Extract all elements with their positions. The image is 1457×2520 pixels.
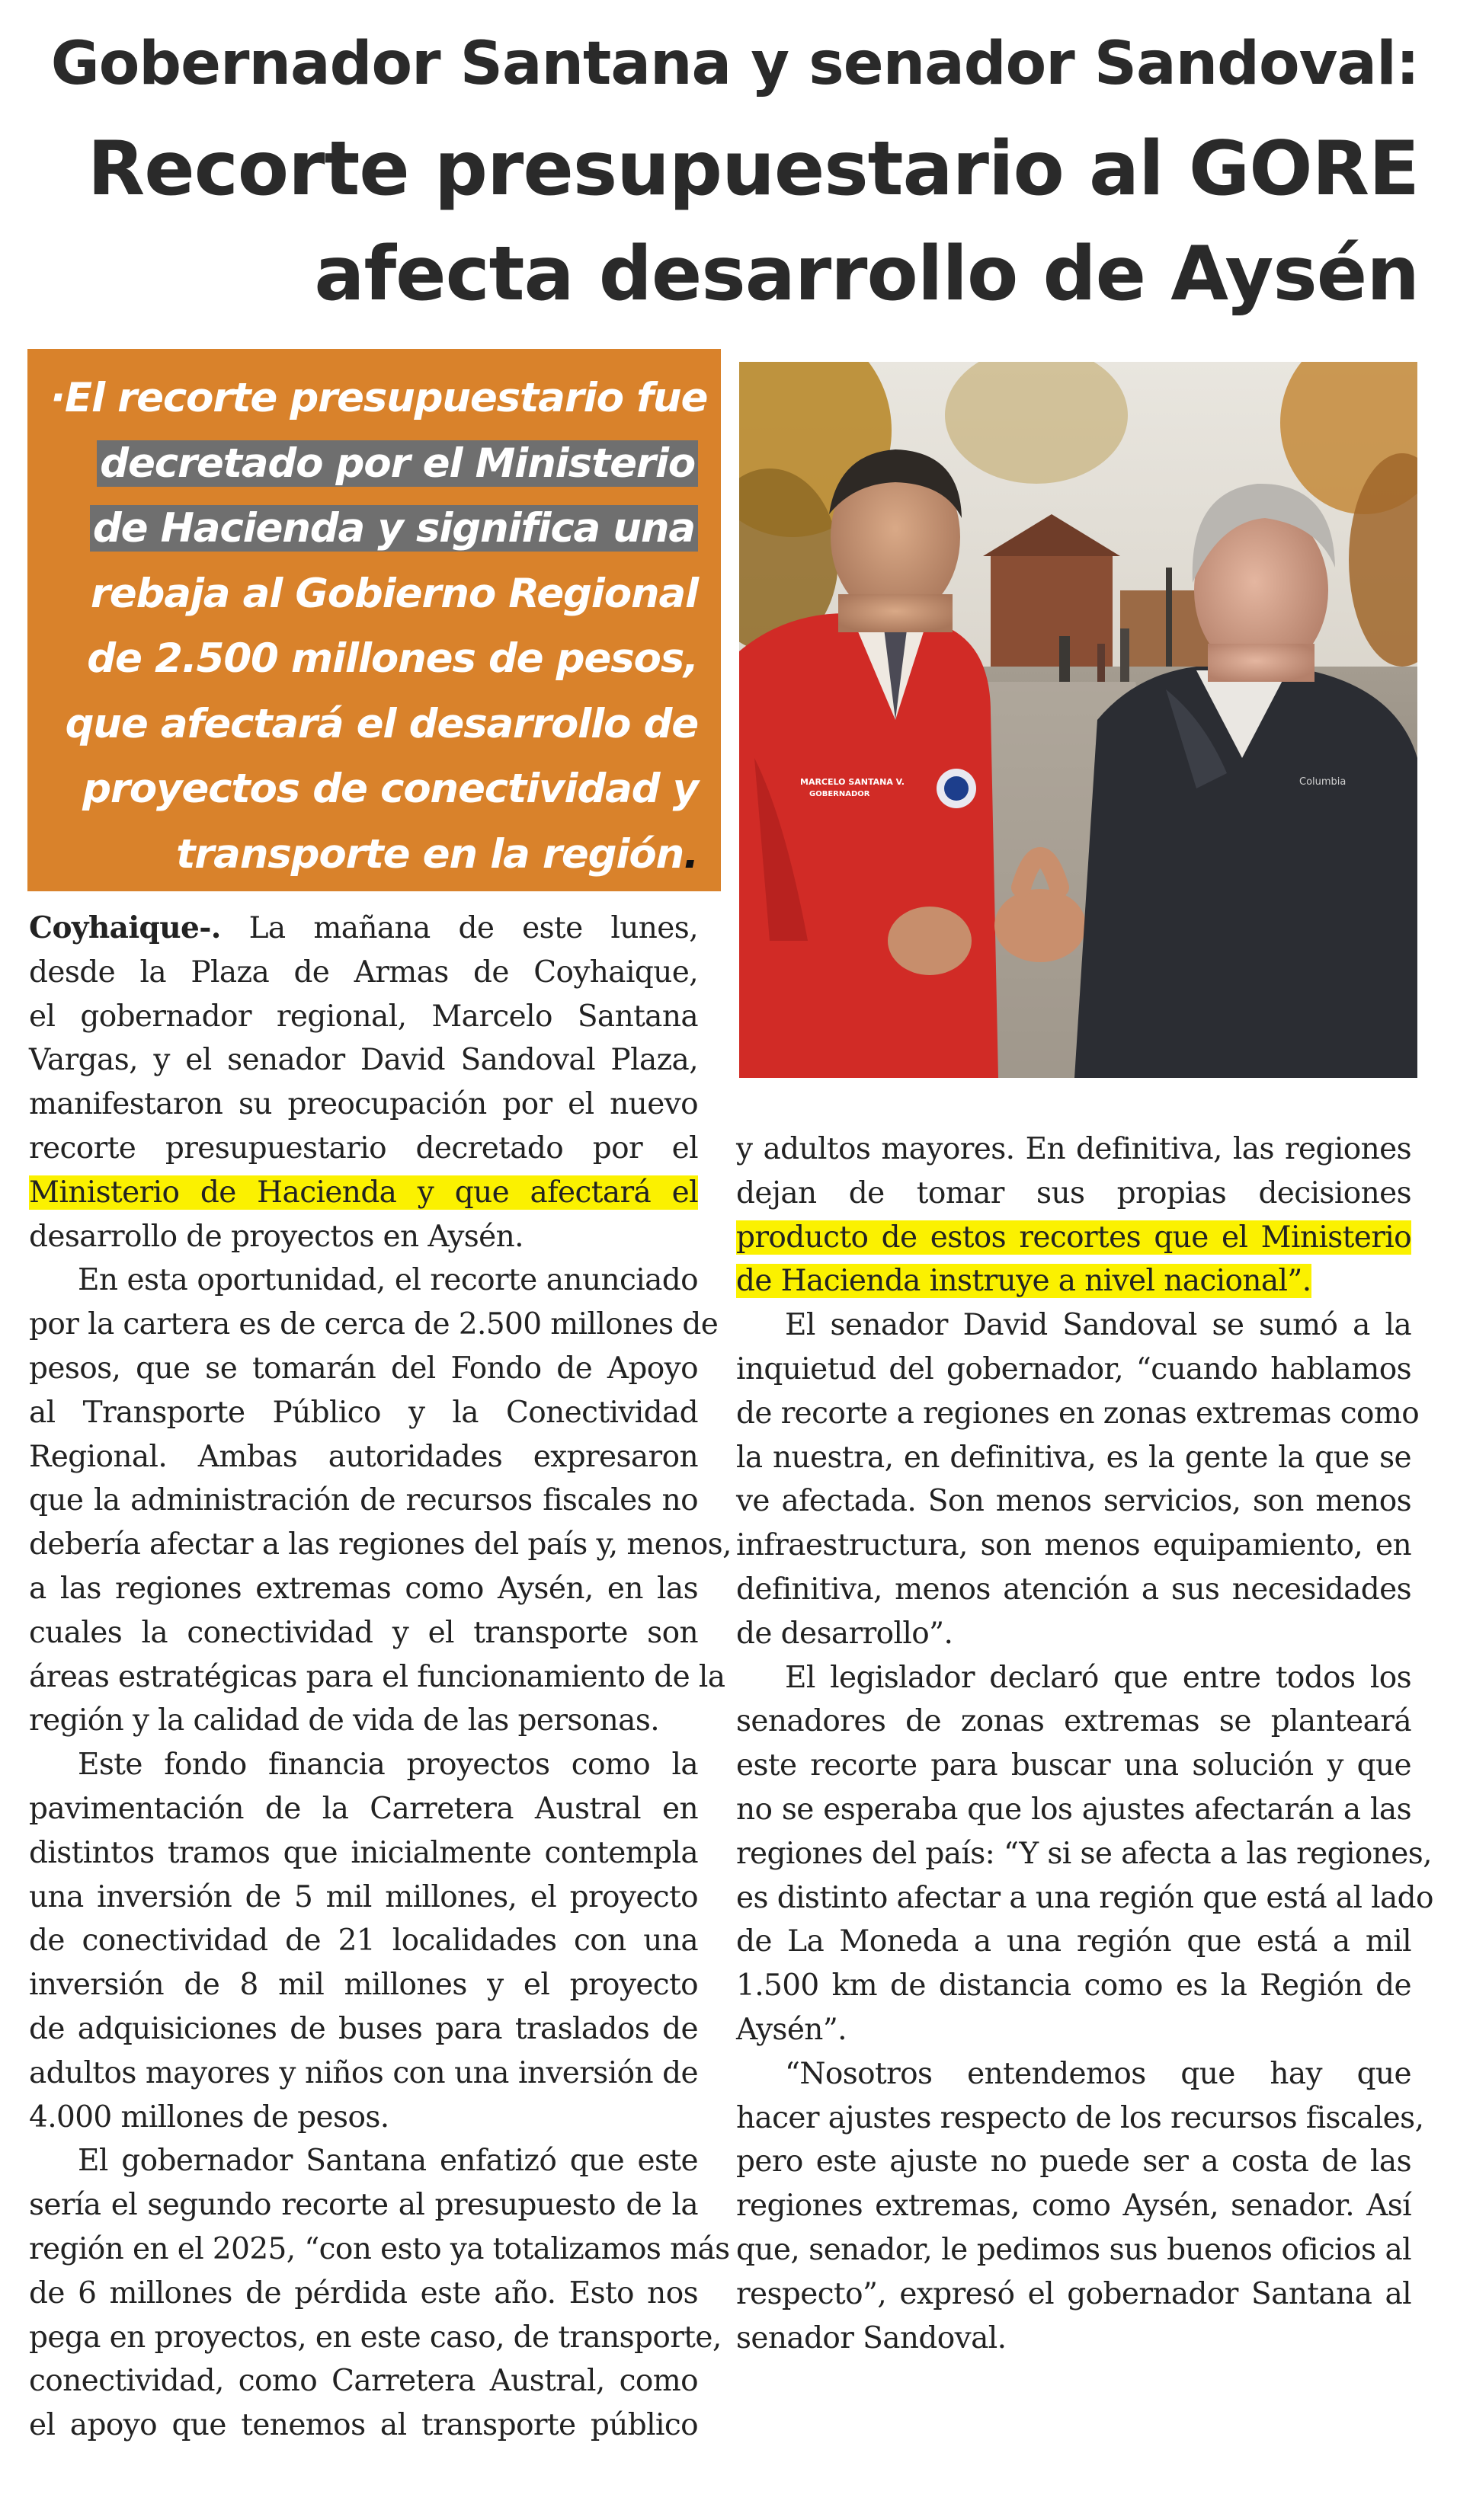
article-line (736, 1568, 1411, 1612)
article-line (736, 1920, 1411, 1964)
article-line (736, 2228, 1411, 2272)
article-line (736, 1479, 1411, 1524)
photo-illustration (739, 362, 1417, 1078)
article-line (29, 1479, 698, 1523)
headline-line-2: Recorte presupuestario al GORE (87, 126, 1419, 213)
article-text: inversión de 8 mil millones y el proyecto (29, 1968, 698, 2003)
headline-line-1: Gobernador Santana y senador Sandoval: (50, 30, 1419, 98)
article-line (736, 1127, 1411, 1172)
lead-line (50, 431, 698, 497)
lead-line: de 2.500 millones de pesos, (87, 635, 698, 682)
article-line (29, 2007, 698, 2051)
article-line (736, 1392, 1420, 1436)
article-text: sería el segundo recorte al presupuesto de la (29, 2188, 698, 2223)
lead-line (50, 496, 698, 561)
article-line (29, 2227, 730, 2272)
article-line (736, 1656, 1411, 1700)
article-text: Aysén”. (736, 2012, 847, 2047)
highlighted-text: de Hacienda instruye a nivel nacional”. (736, 1264, 1311, 1299)
article-text: recorte presupuestario decretado por el (29, 1130, 698, 1166)
article-line (29, 1699, 698, 1743)
article-text: Vargas, y el senador David Sandoval Plaza, (29, 1043, 698, 1078)
article-line (736, 2140, 1411, 2184)
article-line (29, 1347, 698, 1391)
jacket-name-text: MARCELO SANTANA V. (800, 777, 905, 787)
article-line (736, 1964, 1411, 2008)
lead-period: . (684, 830, 698, 878)
article-text: que la administración de recursos fiscales no (29, 1483, 698, 1518)
article-line (29, 2183, 698, 2227)
dateline: Coyhaique-. (29, 910, 221, 945)
lead-summary-box (27, 349, 721, 891)
article-text: de adquisiciones de buses para traslados de (29, 2011, 698, 2046)
article-line (29, 1655, 725, 1700)
article-line (29, 995, 698, 1039)
lead-line: proyectos de conectividad y (82, 766, 698, 812)
article-text: y adultos mayores. En definitiva, las regiones (736, 1132, 1411, 1166)
article-line (29, 1919, 698, 1963)
article-text: desde la Plaza de Armas de Coyhaique, (29, 955, 698, 990)
article-text: “Nosotros entendemos que hay que (785, 2056, 1411, 2091)
article-text: de recorte a regiones en zonas extremas como (736, 1396, 1420, 1431)
article-line (29, 1743, 698, 1787)
article-text: adultos mayores y niños con una inversión de (29, 2055, 698, 2090)
article-column-left (29, 907, 732, 2448)
article-line (736, 1348, 1411, 1392)
article-line (29, 1083, 698, 1127)
article-line (29, 1258, 698, 1303)
highlighted-text: Ministerio de Hacienda y que afectará el (29, 1175, 698, 1210)
article-line (29, 2051, 698, 2096)
article-text: de 6 millones de pérdida este año. Esto nos (29, 2275, 698, 2311)
jacket-logo-text: Columbia (1299, 776, 1347, 788)
article-line (736, 1303, 1411, 1348)
article-line (29, 1171, 698, 1215)
jacket-title-text: GOBERNADOR (809, 790, 870, 798)
article-text: de desarrollo”. (736, 1616, 953, 1651)
article-line (736, 2008, 1411, 2052)
article-line (29, 1391, 698, 1435)
article-line (29, 1963, 698, 2007)
article-text: infraestructura, son menos equipamiento, en (736, 1528, 1411, 1563)
lead-line: que afectará el desarrollo de (65, 700, 698, 747)
article-text: pavimentación de la Carretera Austral en (29, 1791, 698, 1826)
article-text: inquietud del gobernador, “cuando hablamos (736, 1351, 1411, 1386)
article-line (29, 907, 698, 951)
article-text: Este fondo financia proyectos como la (78, 1748, 698, 1783)
article-line (29, 1127, 698, 1171)
article-line (29, 2316, 722, 2360)
article-line (29, 2272, 698, 2316)
article-text: respecto”, expresó el gobernador Santana al (736, 2276, 1411, 2311)
article-line (29, 2096, 698, 2140)
article-line (29, 2139, 698, 2183)
article-line (29, 2359, 698, 2403)
article-line (736, 1700, 1411, 1744)
article-line (29, 2403, 698, 2448)
article-text: En esta oportunidad, el recorte anunciado (78, 1263, 698, 1298)
article-line (29, 1435, 698, 1479)
article-line (736, 2184, 1411, 2228)
article-line (736, 1832, 1432, 1876)
article-line (736, 1259, 1411, 1303)
article-text: pega en proyectos, en este caso, de transporte, (29, 2320, 722, 2355)
article-line (29, 1303, 719, 1347)
article-text: ve afectada. Son menos servicios, son menos (736, 1484, 1411, 1519)
article-text: 1.500 km de distancia como es la Región de (736, 1968, 1411, 2004)
article-line (29, 1523, 732, 1567)
article-line (29, 1876, 698, 1920)
article-line (736, 1788, 1411, 1832)
highlighted-text: producto de estos recortes que el Ministerio (736, 1220, 1411, 1255)
article-line (736, 1612, 1411, 1656)
article-text: a las regiones extremas como Aysén, en las (29, 1571, 698, 1606)
article-text: 4.000 millones de pesos. (29, 2099, 389, 2135)
article-line (736, 1744, 1411, 1788)
article-line (736, 1524, 1411, 1568)
article-text: este recorte para buscar una solución y que (736, 1748, 1411, 1783)
article-text: al Transporte Público y la Conectividad (29, 1395, 698, 1430)
article-text: desarrollo de proyectos en Aysén. (29, 1219, 524, 1254)
article-text: senador Sandoval. (736, 2320, 1007, 2355)
headline-line-3: afecta desarrollo de Aysén (314, 231, 1419, 318)
article-line (29, 1567, 698, 1611)
article-text: El legislador declaró que entre todos los (785, 1660, 1411, 1695)
article-text: de La Moneda a una región que está a mil (736, 1924, 1411, 1959)
lead-line: rebaja al Gobierno Regional (90, 570, 698, 617)
article-text: Regional. Ambas autoridades expresaron (29, 1439, 698, 1474)
article-text: dejan de tomar sus propias decisiones (736, 1175, 1411, 1210)
lead-line (50, 822, 698, 887)
article-line (736, 2052, 1411, 2096)
article-line (736, 2272, 1411, 2317)
article-text: la nuestra, en definitiva, es la gente la que se (736, 1440, 1411, 1475)
article-text: El gobernador Santana enfatizó que este (78, 2144, 698, 2179)
article-text: de conectividad de 21 localidades con una (29, 1924, 698, 1959)
article-text: El senador David Sandoval se sumó a la (785, 1308, 1411, 1343)
lead-highlight: de Hacienda y significa una (90, 505, 698, 552)
article-line (736, 2317, 1411, 2361)
lead-highlight: decretado por el Ministerio (97, 440, 698, 487)
article-line (29, 1611, 698, 1655)
article-text: es distinto afectar a una región que está al lado (736, 1880, 1433, 1915)
article-text: debería afectar a las regiones del país y, menos, (29, 1527, 732, 1562)
article-text: áreas estratégicas para el funcionamiento de la (29, 1659, 725, 1694)
article-text: una inversión de 5 mil millones, el proyecto (29, 1879, 698, 1914)
article-text: manifestaron su preocupación por el nuevo (29, 1087, 698, 1122)
article-text: senadores de zonas extremas se planteará (736, 1704, 1411, 1739)
article-text: conectividad, como Carretera Austral, como (29, 2364, 698, 2399)
article-text: La mañana de este lunes, (220, 911, 698, 945)
article-text: cuales la conectividad y el transporte son (29, 1615, 698, 1650)
article-line (736, 1876, 1433, 1920)
article-line (736, 1172, 1411, 1216)
lead-text: transporte en la región (176, 830, 684, 878)
article-line (29, 1038, 698, 1083)
article-text: regiones extremas, como Aysén, senador. Así (736, 2189, 1411, 2224)
article-text: el gobernador regional, Marcelo Santana (29, 999, 698, 1034)
article-line (29, 1787, 698, 1831)
article-text: hacer ajustes respecto de los recursos fiscales, (736, 2100, 1424, 2135)
article-text: distintos tramos que inicialmente contempla (29, 1835, 698, 1870)
article-line (736, 2096, 1424, 2141)
article-column-right (736, 1127, 1433, 2360)
article-text: regiones del país: “Y si se afecta a las regiones, (736, 1836, 1432, 1871)
article-text: el apoyo que tenemos al transporte público (29, 2408, 698, 2443)
article-line (736, 1436, 1411, 1480)
article-line (736, 1216, 1411, 1260)
article-text: región en el 2025, “con esto ya totalizamos más (29, 2231, 730, 2266)
article-text: región y la calidad de vida de las personas. (29, 1703, 660, 1738)
article-line (29, 1831, 698, 1876)
lead-line: ·El recorte presupuestario fue (50, 375, 708, 421)
article-line (29, 951, 698, 995)
article-text: por la cartera es de cerca de 2.500 millones de (29, 1307, 719, 1342)
article-line (29, 1215, 698, 1259)
article-text: que, senador, le pedimos sus buenos oficios al (736, 2232, 1411, 2267)
article-text: definitiva, menos atención a sus necesidades (736, 1572, 1411, 1607)
article-text: pesos, que se tomarán del Fondo de Apoyo (29, 1351, 698, 1386)
photo-governor-and-senator (739, 362, 1417, 1078)
article-text: no se esperaba que los ajustes afectarán a las (736, 1792, 1411, 1827)
article-text: pero este ajuste no puede ser a costa de las (736, 2144, 1411, 2179)
